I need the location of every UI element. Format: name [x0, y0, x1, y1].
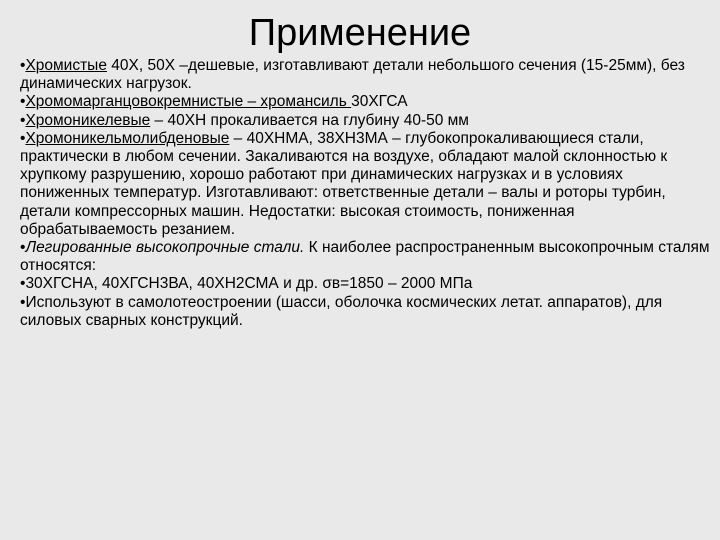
bullet-text: К наиболее распространенным высокопрочным сталям относятся:: [20, 239, 710, 275]
bullet-usage: [20, 294, 710, 330]
term-high-strength: Легированные высокопрочные стали.: [25, 239, 305, 257]
term-chrome-nickel-molybdenum: Хромоникельмолибденовые: [25, 129, 230, 147]
term-chrome-nickel: Хромоникелевые: [25, 111, 151, 129]
slide-title: Применение: [248, 12, 472, 54]
bullet-chromium-steels: [20, 57, 710, 93]
bullet-text: 30ХГСНА, 40ХГСН3ВА, 40ХН2СМА и др. σв=1850 – 2000 МПа: [25, 275, 473, 293]
bullet-marker: •: [20, 129, 26, 147]
slide-body: [20, 57, 710, 330]
bullet-grades-strength: [20, 275, 710, 293]
bullet-chrome-nickel: [20, 112, 710, 130]
bullet-text: – 40ХН прокаливается на глубину 40-50 мм: [150, 111, 469, 129]
bullet-text: – 40ХНМА, 38ХН3МА – глубокопрокаливающиеся стали, практически в любом сечении. Закаливаются на воздухе, обладают малой склонностью к хрупкому разрушению, хорошо работают при динамических нагрузках и в условиях пониженных температур. Изготавливают: ответственные детали – валы и роторы турбин, детали компрессорных машин. Недостатки: высокая стоимость, пониженная обрабатываемость резанием.: [20, 129, 668, 238]
term-chromansil: Хромомарганцовокремнистые – хромансиль: [25, 93, 352, 111]
bullet-marker: •: [20, 57, 26, 74]
bullet-marker: •: [20, 275, 26, 293]
term-chromium: Хромистые: [25, 57, 107, 74]
bullet-marker: •: [20, 93, 26, 111]
bullet-text: 40Х, 50Х –дешевые, изготавливают детали небольшого сечения (15-25мм), без динамических нагрузок.: [20, 57, 685, 93]
bullet-marker: •: [20, 111, 26, 129]
bullet-high-strength-steels: [20, 239, 710, 275]
bullet-chrome-nickel-molybdenum: [20, 130, 710, 239]
bullet-marker: •: [20, 293, 26, 311]
bullet-marker: •: [20, 239, 26, 257]
bullet-text: Используют в самолотеостроении (шасси, оболочка космических летат. аппаратов), для силовых сварных конструкций.: [20, 293, 663, 329]
bullet-text: 30ХГСА: [351, 93, 408, 111]
bullet-chromansil: [20, 93, 710, 111]
